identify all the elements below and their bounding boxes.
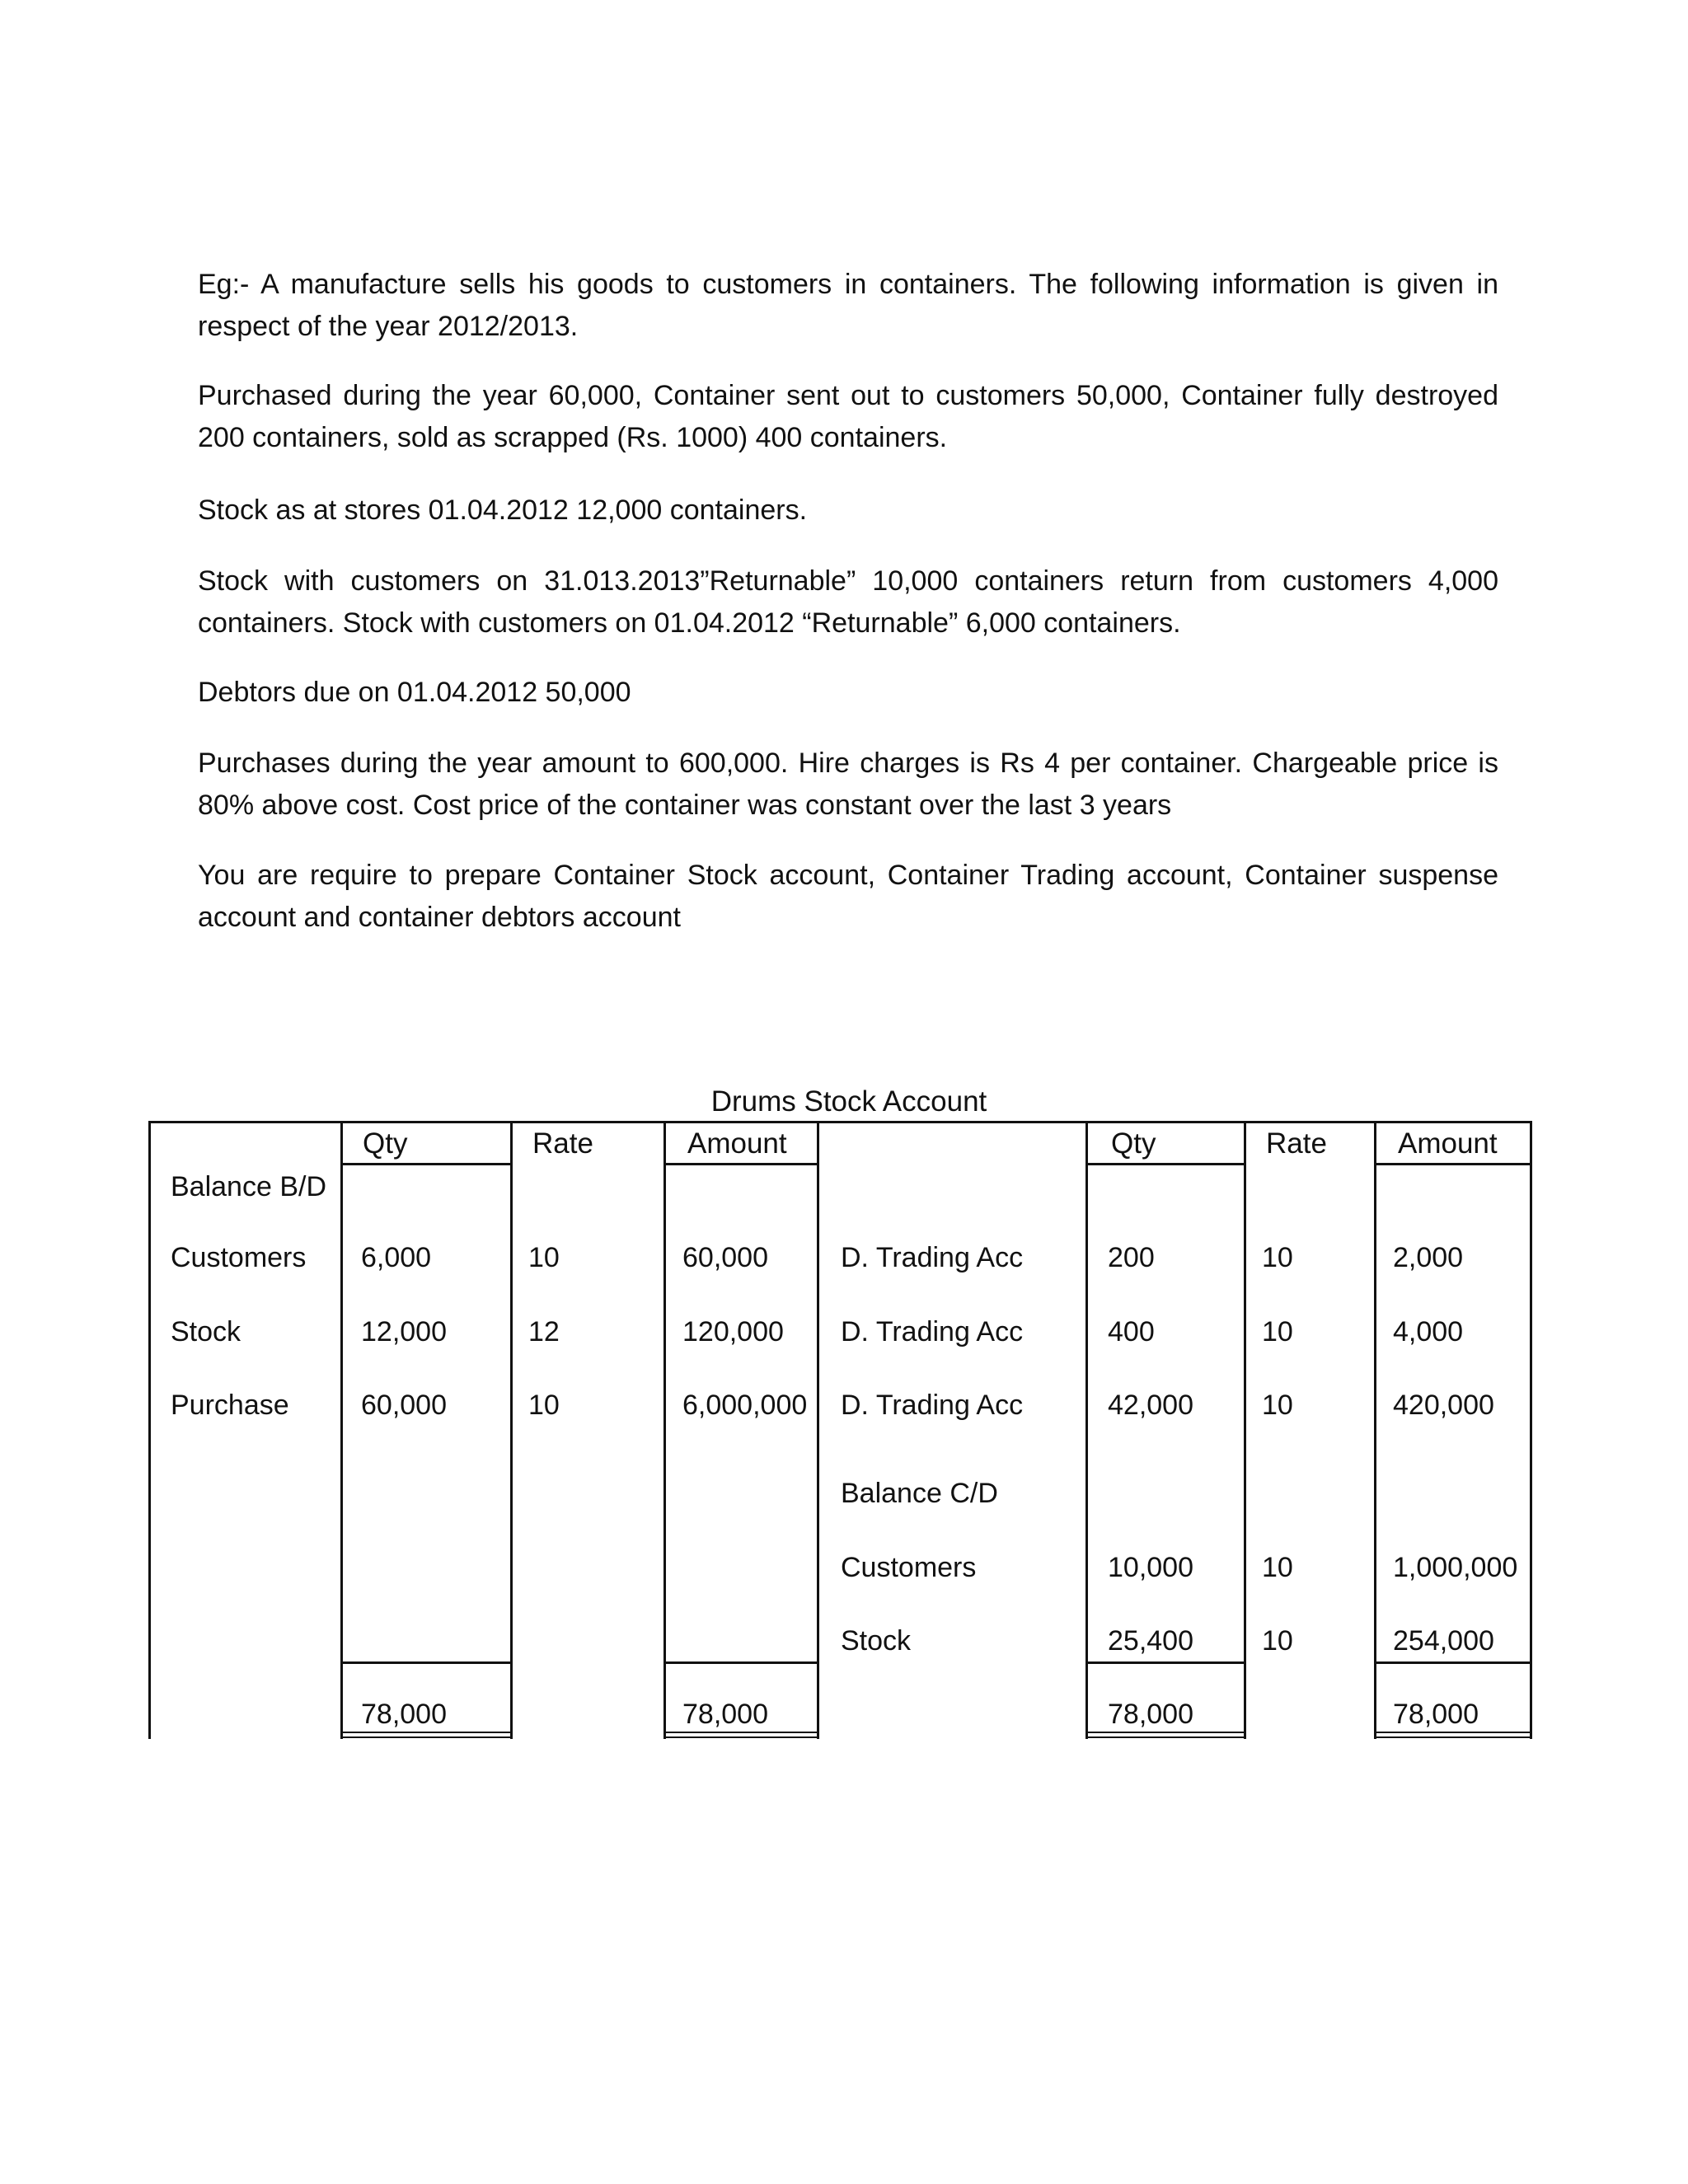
total-double-line-cr-amount bbox=[1375, 1736, 1531, 1738]
credit-qty: 400 bbox=[1108, 1316, 1155, 1347]
credit-qty: 25,400 bbox=[1108, 1625, 1193, 1657]
ledger-left-border bbox=[148, 1121, 151, 1739]
ledger-title: Drums Stock Account bbox=[710, 1085, 987, 1118]
debit-rate: 10 bbox=[528, 1390, 560, 1421]
total-dr-amount: 78,000 bbox=[682, 1699, 768, 1730]
credit-amount: 1,000,000 bbox=[1393, 1552, 1518, 1583]
credit-amount: 2,000 bbox=[1393, 1242, 1464, 1273]
header-cr-rate: Rate bbox=[1266, 1127, 1327, 1160]
credit-particular: Stock bbox=[841, 1625, 912, 1657]
header-dr-amount: Amount bbox=[687, 1127, 787, 1160]
credit-qty: 10,000 bbox=[1108, 1552, 1193, 1583]
debit-amount: 60,000 bbox=[682, 1242, 768, 1273]
credit-qty: 200 bbox=[1108, 1242, 1155, 1273]
credit-particular: D. Trading Acc bbox=[841, 1390, 1024, 1421]
credit-rate: 10 bbox=[1262, 1316, 1293, 1347]
credit-amount: 254,000 bbox=[1393, 1625, 1494, 1657]
credit-amount: 420,000 bbox=[1393, 1390, 1494, 1421]
header-underline-cr-amount bbox=[1375, 1163, 1531, 1165]
purchases-paragraph: Purchased during the year 60,000, Container sent out to customers 50,000, Container fully destroyed 200 containers, sold as scrapped (Rs. 1000) 400 containers. bbox=[198, 380, 1498, 453]
debit-particular: Purchase bbox=[171, 1390, 289, 1421]
total-dr-qty: 78,000 bbox=[361, 1699, 447, 1730]
column-divider bbox=[510, 1121, 513, 1739]
header-underline-cr-qty bbox=[1086, 1163, 1245, 1165]
total-double-line-dr-amount bbox=[664, 1736, 818, 1738]
credit-rate: 10 bbox=[1262, 1625, 1293, 1657]
question-paragraph: Eg:- A manufacture sells his goods to customers in containers. The following information is given in respect of the year 2012/2013. bbox=[198, 269, 1498, 342]
credit-particular: D. Trading Acc bbox=[841, 1242, 1024, 1273]
debit-qty: 60,000 bbox=[361, 1390, 447, 1421]
credit-amount: 4,000 bbox=[1393, 1316, 1464, 1347]
column-divider bbox=[340, 1121, 343, 1739]
debit-amount: 120,000 bbox=[682, 1316, 784, 1347]
hire-charges-paragraph: Purchases during the year amount to 600,000. Hire charges is Rs 4 per container. Chargeable price is 80% above cost. Cost price of the container was constant over the last 3 years bbox=[198, 748, 1498, 821]
column-divider bbox=[817, 1121, 819, 1739]
subtotal-line-cr-amount bbox=[1375, 1661, 1531, 1664]
stock-stores-paragraph: Stock as at stores 01.04.2012 12,000 containers. bbox=[198, 494, 808, 526]
header-underline-dr-qty bbox=[341, 1163, 511, 1165]
total-double-line-dr-qty bbox=[341, 1736, 511, 1738]
credit-particular: D. Trading Acc bbox=[841, 1316, 1024, 1347]
debit-rate: 10 bbox=[528, 1242, 560, 1273]
subtotal-line-dr-amount bbox=[664, 1661, 818, 1664]
credit-rate: 10 bbox=[1262, 1390, 1293, 1421]
ledger-top-border bbox=[150, 1121, 1531, 1123]
header-dr-rate: Rate bbox=[532, 1127, 593, 1160]
total-double-line-cr-qty bbox=[1086, 1736, 1245, 1738]
credit-rate: 10 bbox=[1262, 1242, 1293, 1273]
debit-particular: Customers bbox=[171, 1242, 307, 1273]
header-cr-amount: Amount bbox=[1398, 1127, 1498, 1160]
credit-heading: Balance C/D bbox=[841, 1478, 998, 1509]
header-dr-qty: Qty bbox=[363, 1127, 408, 1160]
debit-qty: 12,000 bbox=[361, 1316, 447, 1347]
subtotal-line-dr-qty bbox=[341, 1661, 511, 1664]
debit-qty: 6,000 bbox=[361, 1242, 432, 1273]
credit-rate: 10 bbox=[1262, 1552, 1293, 1583]
total-cr-amount: 78,000 bbox=[1393, 1699, 1479, 1730]
credit-particular: Customers bbox=[841, 1552, 977, 1583]
total-cr-qty: 78,000 bbox=[1108, 1699, 1193, 1730]
ledger-right-border bbox=[1530, 1121, 1532, 1739]
debit-amount: 6,000,000 bbox=[682, 1390, 808, 1421]
column-divider bbox=[1374, 1121, 1376, 1739]
column-divider bbox=[663, 1121, 666, 1739]
debit-rate: 12 bbox=[528, 1316, 560, 1347]
column-divider bbox=[1085, 1121, 1088, 1739]
column-divider bbox=[1244, 1121, 1246, 1739]
header-cr-qty: Qty bbox=[1111, 1127, 1156, 1160]
header-underline-dr-amount bbox=[664, 1163, 818, 1165]
requirement-paragraph: You are require to prepare Container Stock account, Container Trading account, Container suspense account and container debtors account bbox=[198, 860, 1498, 933]
debit-heading: Balance B/D bbox=[171, 1171, 326, 1202]
debit-particular: Stock bbox=[171, 1316, 241, 1347]
subtotal-line-cr-qty bbox=[1086, 1661, 1245, 1664]
debtors-paragraph: Debtors due on 01.04.2012 50,000 bbox=[198, 677, 631, 708]
stock-customers-paragraph: Stock with customers on 31.013.2013”Returnable” 10,000 containers return from customers 4,000 containers. Stock with customers on 01.04.2012 “Returnable” 6,000 containers. bbox=[198, 565, 1498, 639]
credit-qty: 42,000 bbox=[1108, 1390, 1193, 1421]
